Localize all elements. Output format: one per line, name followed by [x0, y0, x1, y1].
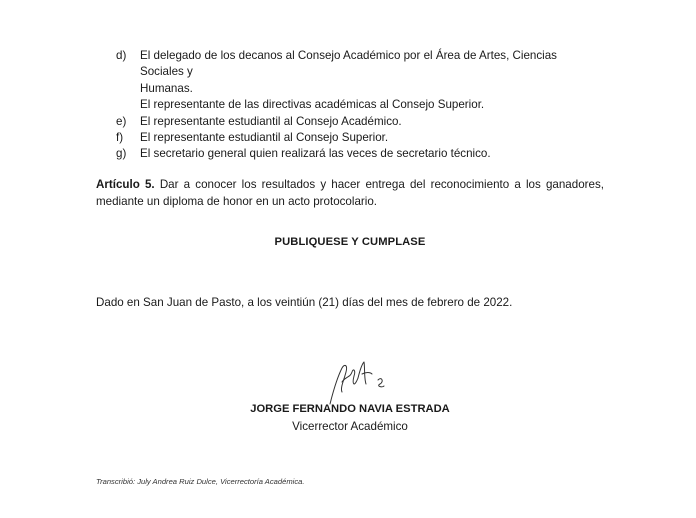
list-item	[116, 48, 604, 81]
list-item	[116, 146, 604, 162]
signer-name: JORGE FERNANDO NAVIA ESTRADA	[250, 403, 450, 415]
list-item-text: El representante estudiantil al Consejo Superior.	[140, 131, 389, 145]
list-item	[116, 114, 604, 130]
list-item-text: El representante de las directivas académicas al Consejo Superior.	[140, 98, 485, 112]
list-marker: g)	[116, 147, 127, 161]
list-item	[116, 97, 604, 113]
list-item-text: Humanas.	[140, 81, 193, 95]
article-text: Dar a conocer los resultados y hacer entrega del reconocimiento a los ganadores, mediante un diploma de honor en un acto protocolario.	[96, 178, 604, 208]
date-line: Dado en San Juan de Pasto, a los veintiún (21) días del mes de febrero de 2022.	[96, 296, 513, 309]
list-item-text: El delegado de los decanos al Consejo Académico por el Área de Artes, Ciencias Sociales y	[140, 49, 557, 79]
list-item-continuation	[116, 81, 604, 97]
list-marker: e)	[116, 114, 127, 128]
member-list	[116, 48, 604, 163]
list-marker: f)	[116, 131, 124, 145]
list-marker: d)	[116, 49, 127, 62]
closing-formula: PUBLIQUESE Y CUMPLASE	[274, 236, 426, 248]
handwritten-signature	[322, 358, 392, 406]
article-5	[96, 176, 604, 210]
list-item	[116, 130, 604, 146]
list-item-text: El secretario general quien realizará las veces de secretario técnico.	[140, 147, 491, 161]
transcription-footer: Transcribió: July Andrea Ruiz Dulce, Vicerrectoría Académica.	[96, 477, 305, 486]
list-item-text: El representante estudiantil al Consejo Académico.	[140, 114, 402, 128]
signer-title: Vicerrector Académico	[292, 420, 408, 433]
article-label: Artículo 5.	[96, 178, 155, 191]
